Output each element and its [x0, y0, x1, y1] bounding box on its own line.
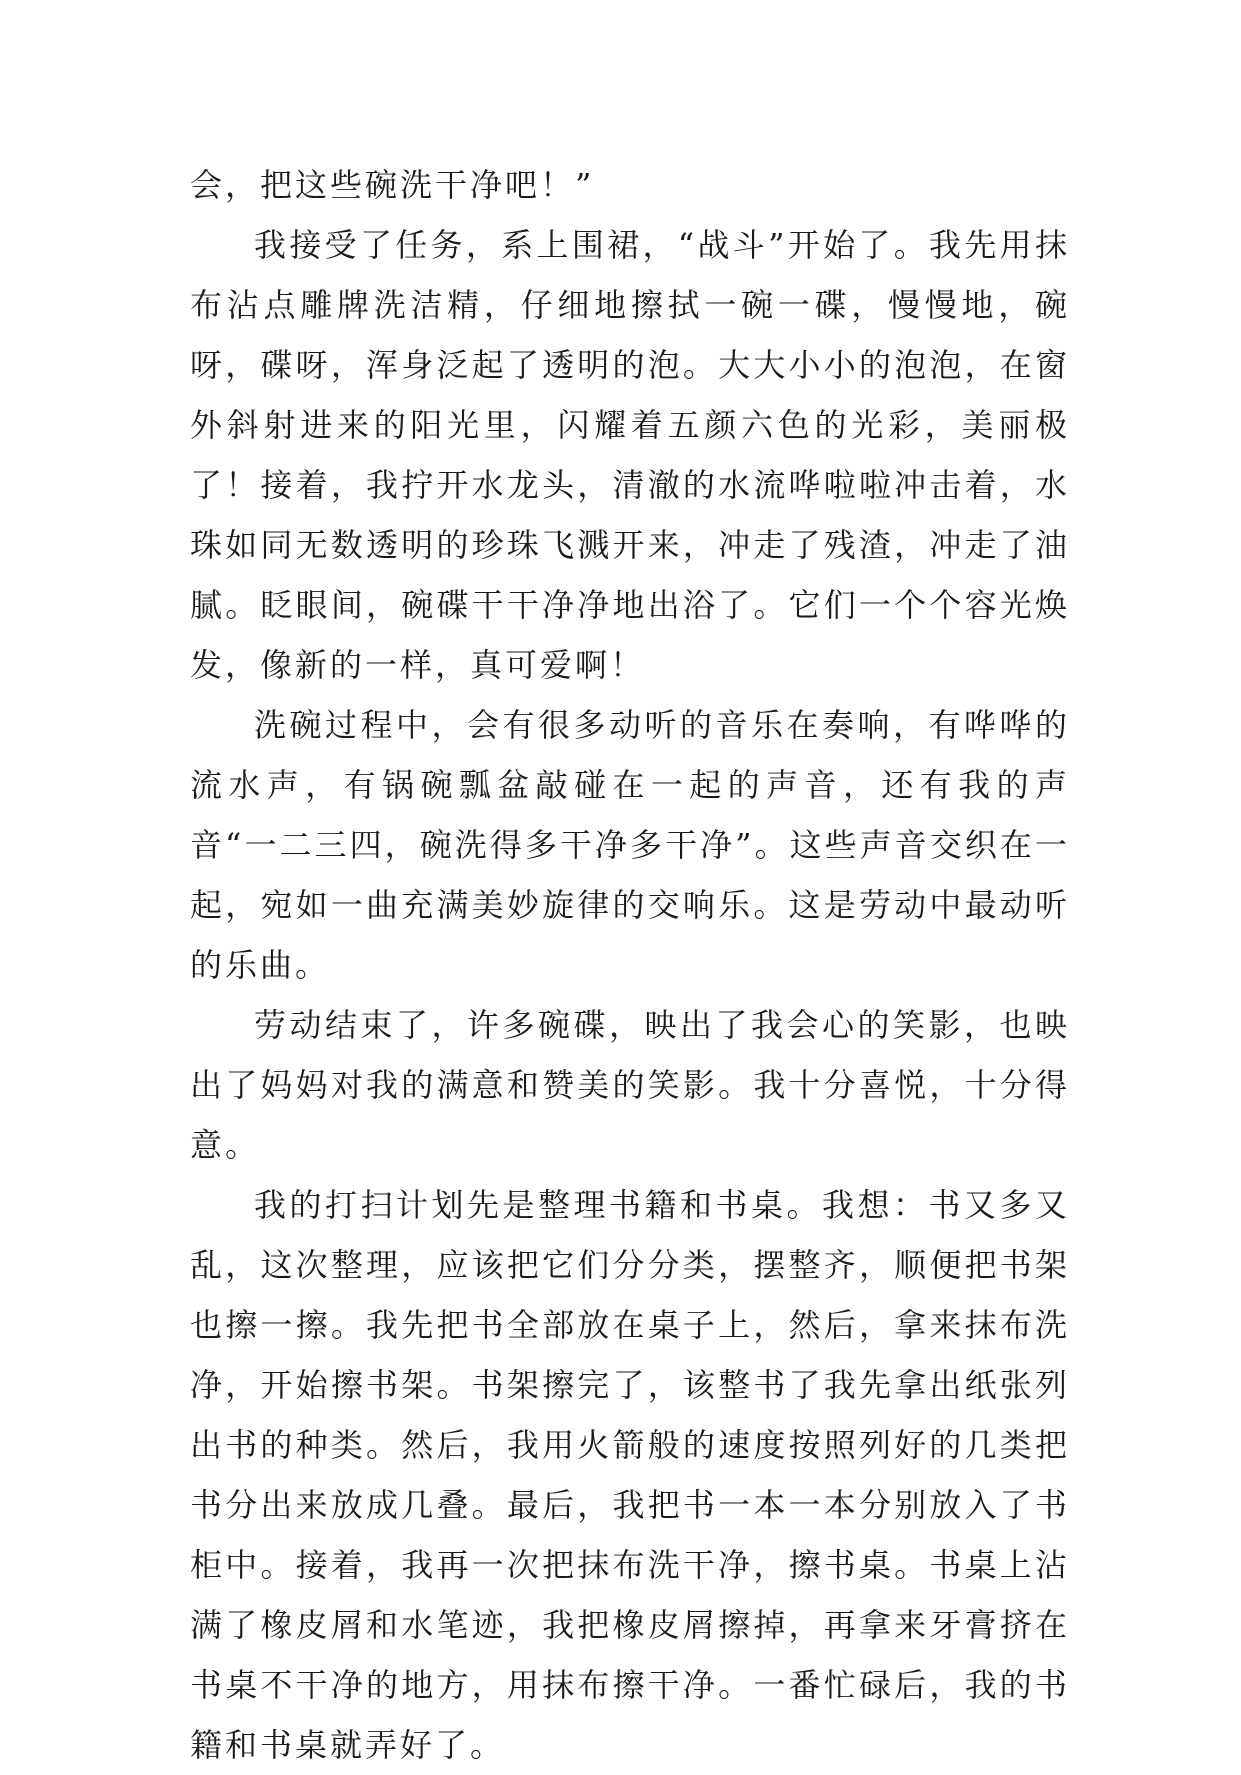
document-page — [190, 155, 1070, 1775]
paragraph-cleaning-plan: 我的打扫计划先是整理书籍和书桌。我想：书又多又乱，这次整理，应该把它们分分类，摆整齐，顺便把书架也擦一擦。我先把书全部放在桌子上，然后，拿来抹布洗净，开始擦书架。书架擦完了，该整书了我先拿出纸张列出书的种类。然后，我用火箭般的速度按照列好的几类把书分出来放成几叠。最后，我把书一本一本分别放入了书柜中。接着，我再一次把抹布洗干净，擦书桌。书桌上沾满了橡皮屑和水笔迹，我把橡皮屑擦掉，再拿来牙膏挤在书桌不干净的地方，用抹布擦干净。一番忙碌后，我的书籍和书桌就弄好了。 — [190, 1186, 1070, 1764]
paragraph-continuation: 会，把这些碗洗干净吧！” — [190, 166, 595, 204]
paragraph-music: 洗碗过程中，会有很多动听的音乐在奏响，有哗哗的流水声，有锅碗瓢盆敲碰在一起的声音，还有我的声音“一二三四，碗洗得多干净多干净”。这些声音交织在一起，宛如一曲充满美妙旋律的交响乐。这是劳动中最动听的乐曲。 — [190, 706, 1070, 984]
paragraph-labor-ends: 劳动结束了，许多碗碟，映出了我会心的笑影，也映出了妈妈对我的满意和赞美的笑影。我十分喜悦，十分得意。 — [190, 1006, 1070, 1164]
paragraph-washing-dishes: 我接受了任务，系上围裙，“战斗”开始了。我先用抹布沾点雕牌洗洁精，仔细地擦拭一碗一碟，慢慢地，碗呀，碟呀，浑身泛起了透明的泡。大大小小的泡泡，在窗外斜射进来的阳光里，闪耀着五颜六色的光彩，美丽极了！接着，我拧开水龙头，清澈的水流哗啦啦冲击着，水珠如同无数透明的珍珠飞溅开来，冲走了残渣，冲走了油腻。眨眼间，碗碟干干净净地出浴了。它们一个个容光焕发，像新的一样，真可爱啊！ — [190, 226, 1070, 684]
